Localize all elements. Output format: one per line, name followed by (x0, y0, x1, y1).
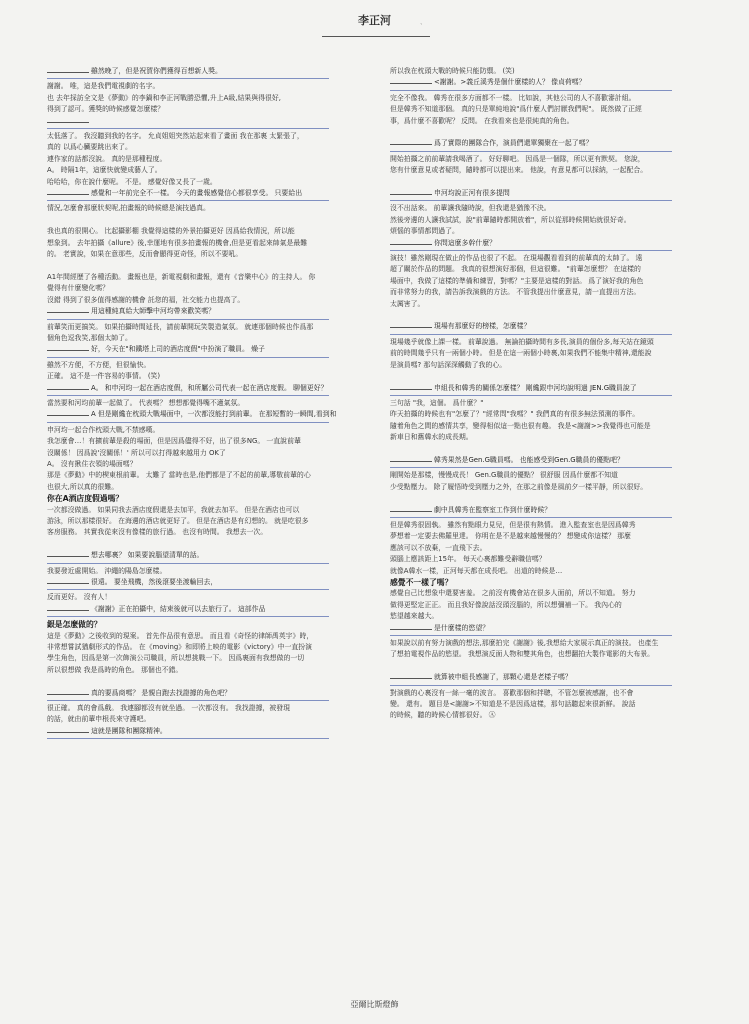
answer-line: 也 去年採訪全文是《夢動》的李鍋和李正河戰勝恐懼,升上A級,結果與得很好, (47, 93, 281, 102)
interviewer-dash (47, 383, 89, 390)
question-line (390, 623, 702, 637)
question-text: 爲了實際的團隊合作，演員們還單獨聚在一起了嗎？ (434, 139, 593, 148)
highlight-question: 感覺不一樣了嗎？ (390, 577, 453, 587)
paragraph-gap (47, 676, 359, 687)
answer-line: 您有什麼意見或者疑問，隨時都可以提出來。 他說，有意見都可以採納，一起配合。 (390, 166, 648, 175)
question-text: 現場有那麼好的榜樣，怎麼樣？ (434, 322, 531, 331)
answer-line: 這是《夢動》之後收到的現案。 首先作品很有意思。 而且看《奇怪的律師禹英宇》時， (47, 631, 314, 640)
paragraph-gap (47, 215, 359, 226)
answer-line: 的。 老實說，如果在意那些，反而會顯得更奇怪，所以不要吼。 (47, 250, 243, 259)
answer-line: 正確。 這不是一件容易的事情。 (笑) (47, 372, 161, 381)
interviewer-dash (390, 188, 432, 195)
question-text: 很遠。 要坐飛機，然後滾要坐渡輪回去， (91, 578, 218, 587)
interviewer-dash (47, 604, 89, 611)
question-text: A 但是剛纔在枕頭大戰場面中，一次都沒能打到前輩。 在那短暫的一瞬間,看到和 (91, 410, 337, 419)
answer-line: 對演戲的心裏沒有一絲一毫的波言。 喜歡那個和拌聰，不管怎麼被感謝，也不會 (390, 688, 634, 697)
answer-line: 個角色逗我笑,那個太帥了。 (47, 333, 132, 342)
answer-line: 做得更堅定正正。 而且我好像說話沒頭沒腦的，所以想彌補一下。 我內心的 (390, 600, 622, 609)
question-text: 韓秀果然是Gen.G職員嗎。 也能感受到Gen.G職員的優點吧？ (434, 455, 624, 464)
answer-line: 很正確。 真的會爲戲。 我連腳都沒有就坐過。 一次都沒有。 我找證據，被發現 (47, 704, 291, 713)
answer-line: 新車日和舊韓水的成長期。 (390, 433, 473, 442)
answer-line: A。 沒有揪住衣領的場面嗎？ (47, 459, 137, 468)
answer-line: 超了關於作品的問題。 我真的很想演好那個，但這很難。 "前輩怎麼想？ 在這樣的 (390, 265, 641, 274)
answer-line: 前輩笑而更搞笑。 如果拍攝時間延長，請前輩開玩笑製造氣氛。 就連那個時候也作爲那 (47, 322, 314, 331)
answer-line: 學生角色，因爲是第一次飾演公司職員，所以想挑戰一下。 因爲裏面有我想做的一切 (47, 654, 305, 663)
answer-line: 感覺自己比想象中還要害羞。 之前沒有機會站在很多人面前，所以不知道。 努力 (390, 589, 636, 598)
answer-line: 慾望越來越大。 (390, 612, 439, 621)
left-column (47, 66, 359, 741)
interviewer-dash (390, 77, 432, 84)
answer-line: 申河均一起合作枕頭大戰,不禁感嘆。 (47, 425, 160, 434)
answer-line: 如果說以前有努力演戲的想法,那麼拍完《謝謝》後,我想給大家展示真正的演技。 也產生 (390, 639, 659, 647)
right-column (390, 66, 702, 722)
answer-line: 得到了認可。獲獎的時候感覺怎麼樣？ (47, 105, 165, 114)
answer-line: 但是韓秀不知道那個。 真的只是單純地說"爲什麼人們討厭我們呢"。 既然做了正經 (390, 105, 642, 114)
answer-line: 三句話 "我，這個。 爲什麼？" (390, 398, 484, 407)
question-text: 就算被申組長感謝了，那顆心還是老樣子嗎？ (434, 673, 572, 682)
answer-line: 現場幾乎就像上課一樣。 前輩說過。 無論拍攝時間有多長,演員的個份多,每天站在鏡頭 (390, 337, 654, 346)
question-line (47, 726, 359, 740)
question-text: 想去哪裏？ 如果要說腦望清單的話。 (91, 551, 204, 560)
paragraph-gap (47, 260, 359, 271)
paragraph-gap (390, 444, 702, 455)
interviewer-dash (390, 505, 432, 512)
interviewer-dash (390, 623, 432, 630)
answer-line: 而非常努力的我，請告訴我演戲的方法。 不管我提出什麼意見，請一直提出方法。 (390, 288, 641, 297)
answer-line: 客房服務。 其實我從來沒有像樣的旅行過。 也沒有時間。 我想去一次。 (47, 528, 268, 537)
interviewer-dash (47, 409, 89, 416)
question-line (390, 77, 702, 91)
interviewer-dash (390, 455, 432, 462)
answer-line: 連作家的話都沒說。 真的是那種程度。 (47, 154, 167, 163)
answer-line: 真的 以爲心臟要跳出來了。 (47, 143, 132, 152)
interviewer-dash (47, 688, 89, 695)
question-text: 劇中具韓秀在監察室工作到什麼時候？ (434, 505, 552, 514)
answer-line: 昨天拍攝的時候也有"怎麼了？"經常問"我嗎？" 我們真的有很多無法預測的事件。 (390, 410, 640, 419)
answer-line: 應該可以不放棄，一直飛下去。 (390, 543, 487, 552)
page-title: 李正河 (358, 14, 391, 27)
answer-line: 但是韓秀很固執。 雖然有點眼力見兒，但是很有熱情。 進入監查室也是因爲韓秀 (390, 520, 636, 529)
question-text: 《謝謝》正在拍攝中，結束後就可以去旅行了。 這部作品 (91, 604, 266, 613)
tick-mark: ˎ (420, 18, 423, 25)
answer-line: 想象到。 去年拍攝《allure》後,幸運地有很多拍畫報的機會,但是更看起來帥氣是最難 (47, 238, 308, 247)
question-text: 好，今天在"和鐵塔上司的酒店度假"中扮演了職員。 燥子 (91, 345, 265, 354)
answer-line: 夢想着一定要去佛羅里達。 你明在是不是越來越慢慢的？ 想變成你這樣？ 那麼 (390, 532, 631, 541)
question-text: 你問這麼多幹什麼？ (434, 238, 497, 247)
question-line (390, 505, 702, 519)
answer-line: 所以很想做 我是爲時的角色。 那個也不錯。 (47, 665, 183, 674)
answer-line: 反而更好。 沒有人！ (47, 593, 112, 602)
interviewer-dash (390, 321, 432, 328)
answer-line: 當然要和河均前輩一起做了。 代表嗎？ 想想都覺得嘴不適氣氛。 (47, 398, 245, 407)
answer-line: 所以我在枕頭大戰的時候只能防禦。 (笑) (390, 67, 515, 75)
paragraph-gap (390, 177, 702, 188)
paragraph-gap (390, 493, 702, 504)
answer-line: 是演員嗎? 那句話深深觸動了我的心。 (390, 360, 507, 369)
question-line (47, 604, 359, 618)
question-line (47, 688, 359, 702)
question-line (47, 344, 359, 358)
paragraph-gap (390, 371, 702, 382)
interviewer-dash (47, 344, 89, 351)
interviewer-dash (47, 550, 89, 557)
interviewer-dash (390, 138, 432, 145)
answer-line: 然後旁邊的人讓我試試，說"前輩隨時都開放着"，所以從那時候開始就很好奇。 (390, 215, 631, 224)
question-line (390, 138, 702, 152)
question-line (47, 577, 359, 591)
answer-line: 的時候，聽的時候心情都很好。 Ⓐ (390, 711, 496, 720)
answer-line: 沒不出話來。 前輩讓我隨時說，但我還是猶豫不決。 (390, 204, 551, 213)
paragraph-gap (390, 661, 702, 672)
question-text: 用這種純真給大師擊中河均帶來歡笑嗎？ (91, 307, 216, 316)
question-line (47, 116, 359, 130)
interviewer-dash (390, 383, 432, 390)
answer-line: 覺得有什麼變化嗎？ (47, 284, 110, 293)
highlight-question: 你在A酒店度假過嗎？ (47, 494, 124, 504)
paragraph-gap (47, 539, 359, 550)
answer-line: 少受點壓力。 除了履悟時受到壓力之外，在那之前像是風前夕一樣平靜，所以很好。 (390, 482, 648, 491)
answer-line: 場面中，我做了這樣的準備和練習，對嗎？"主要是這樣的對話。 爲了演好我的角色 (390, 276, 644, 285)
answer-line: 的話，就由前輩申根長來守護吧。 (47, 715, 151, 724)
answer-line: 雖然不方便，不方便，但很愉快。 (47, 360, 151, 369)
answer-line: 變。 還有。 題目是<謝謝>不知道是不是因爲這樣，那句話聽起來很新鮮。 說話 (390, 700, 636, 709)
interviewer-dash (390, 672, 432, 679)
answer-line: 非常想嘗試猶劇形式的作品。 在《moving》和即將上映的電影《victory》中一直扮演 (47, 643, 313, 652)
answer-line: 情況,怎麼會那麼狀契呢,拍畫報的時候總是演技過真。 (47, 204, 210, 213)
interviewer-dash (47, 577, 89, 584)
question-line (390, 672, 702, 686)
answer-line: 哈哈哈，你在說什麼呢。 不是。 感覺好像又長了一歲。 (47, 177, 217, 186)
question-text: 這就是團隊和團隊精神。 (91, 726, 167, 735)
answer-line: 就像A韓水一樣，正河每天都在成長吧。 出道的時候是… (390, 566, 563, 575)
answer-line: 頭腦上應該距上15年。 每天心裏都難受辭職信嗎？ (390, 555, 546, 564)
answer-line: A。 時隔1年，這麼快就變成藝人了。 (47, 166, 162, 175)
answer-line: 太厲害了。 (390, 299, 425, 308)
answer-line: 沒錯 得到了很多值得感謝的機會 託您的福，社交能力也提高了。 (47, 295, 245, 304)
question-line (47, 409, 359, 423)
question-text: 真的要爲商嗎？ 是親自跑去找證據的角色吧？ (91, 688, 232, 697)
answer-line: 煩惱的事情都問過了。 (390, 227, 459, 236)
answer-line: 太低落了。 我沒聽到我的名字。 允貞姐姐突然站起來看了畫面 我在那裏 太緊張了， (47, 132, 304, 141)
question-line (390, 383, 702, 397)
interviewer-dash (390, 238, 432, 245)
question-line (390, 321, 702, 335)
question-line (47, 188, 359, 202)
question-line (47, 66, 359, 80)
paragraph-gap (390, 127, 702, 138)
question-line (47, 383, 359, 397)
interviewer-dash (47, 188, 89, 195)
answer-line: 開始拍攝之前前輩請我喝酒了。 好好聊吧。 因爲是一個隊，所以更有默契。 您說， (390, 154, 645, 163)
title-rule (322, 36, 430, 37)
highlight-question: 銀是怎麼做的？ (47, 620, 102, 630)
question-text: 是什麼樣的慾望？ (434, 623, 490, 632)
answer-line: 那是《夢動》中的楔東根前輩。 太難了 當時也是,他們都是了不起的前輩,導敬前輩的心 (47, 471, 311, 480)
answer-line: 我要發近處開始。 沖繩的陽島怎麼樣。 (47, 566, 167, 575)
interviewer-dash (47, 306, 89, 313)
answer-line: 演技！雖然剛現在做止的作品也很了不起。 在現場觀看看到的前輩真的太帥了。 遠 (390, 254, 643, 263)
answer-line: A1年間經歷了各種活動。 畫報也是，新電視劇和畫報，還有《音樂中心》的主持人。 你 (47, 272, 316, 281)
answer-line: 隨着角色之間的感情共享，變得相似這一點也很有趣。 我是<謝謝>>我覺得也可能是 (390, 421, 651, 430)
answer-line: 前的時間幾乎只有一兩個小時。 但是在這一兩個小時裏,如果我們不能集中精神,還能說 (390, 349, 652, 358)
answer-line: 完全不像我。 韓秀在很多方面都不一樣。 比如說，其他公司的人不喜歡審計組。 (390, 93, 636, 102)
interviewer-dash (47, 66, 89, 73)
question-line (47, 550, 359, 564)
question-text: A。 和申河均一起在酒店度假，和所屬公司代表一起在酒店度假。 聊個更好？ (91, 383, 328, 392)
question-text: 申河均說正河有很多提問 (434, 189, 510, 198)
interviewer-dash (47, 116, 89, 123)
question-line (390, 238, 702, 252)
question-text: <謝謝。>義丘溪秀是個什麼樣的人？ 像貞荷嗎？ (434, 78, 586, 87)
question-line (390, 188, 702, 202)
interviewer-dash (47, 726, 89, 733)
answer-line: 剛開始是那樣，慢慢成長！ Gen.G職員的優點？ 很舒服 因爲什麼都不知道 (390, 471, 618, 480)
question-text: 申組長和韓秀的關係怎麼樣？ 剛纔跟申河均說明過 JEN.G職員說了 (434, 383, 637, 392)
answer-line: 游泳，所以那樣很好。 在海邊的酒店就更好了。 但是在酒店是有幻想的。 就是吃很多 (47, 517, 309, 525)
answer-line: 我也真的很開心。 比起攝影棚 我覺得這樣的外景拍攝更好 因爲給我情況，所以能 (47, 227, 295, 236)
question-line (47, 306, 359, 320)
question-line (390, 455, 702, 469)
answer-line: 了想拍電視作品的慾望。 我想演反面人物和雙其角色，也想翻拍大製作電影的大布景。 (390, 650, 655, 659)
footer-text: 亞爾比斯燈飾 (350, 1000, 399, 1009)
answer-line: 我怎麼會…！有擴前輩是殺的場面，但是因爲儘得不好，出了很多NG。 一直說前輩 (47, 437, 301, 446)
paragraph-gap (390, 310, 702, 321)
question-text: 雖然晚了，但是祝賀你們獲得百想新人獎。 (91, 67, 222, 75)
answer-line: 事，爲什麼不喜歡呢？ 反問。 在我看來也是很純真的角色。 (390, 116, 574, 125)
question-text: 感覺和一年前完全不一樣。 今天的畫報感覺信心都很享受。 只要給出 (91, 189, 303, 198)
answer-line: 沒關係！ 因爲說'沒關係！' 所以可以打得越來越用力 OK了 (47, 448, 226, 457)
answer-line: 也很大,所以真的很難。 (47, 482, 119, 491)
answer-line: 一次都沒做過。 如果同我去酒店度假還是去加平，我就去加平。 但是在酒店也可以 (47, 505, 300, 514)
answer-line: 謝謝。 唯，這是我們電視劇的名字。 (47, 82, 160, 91)
